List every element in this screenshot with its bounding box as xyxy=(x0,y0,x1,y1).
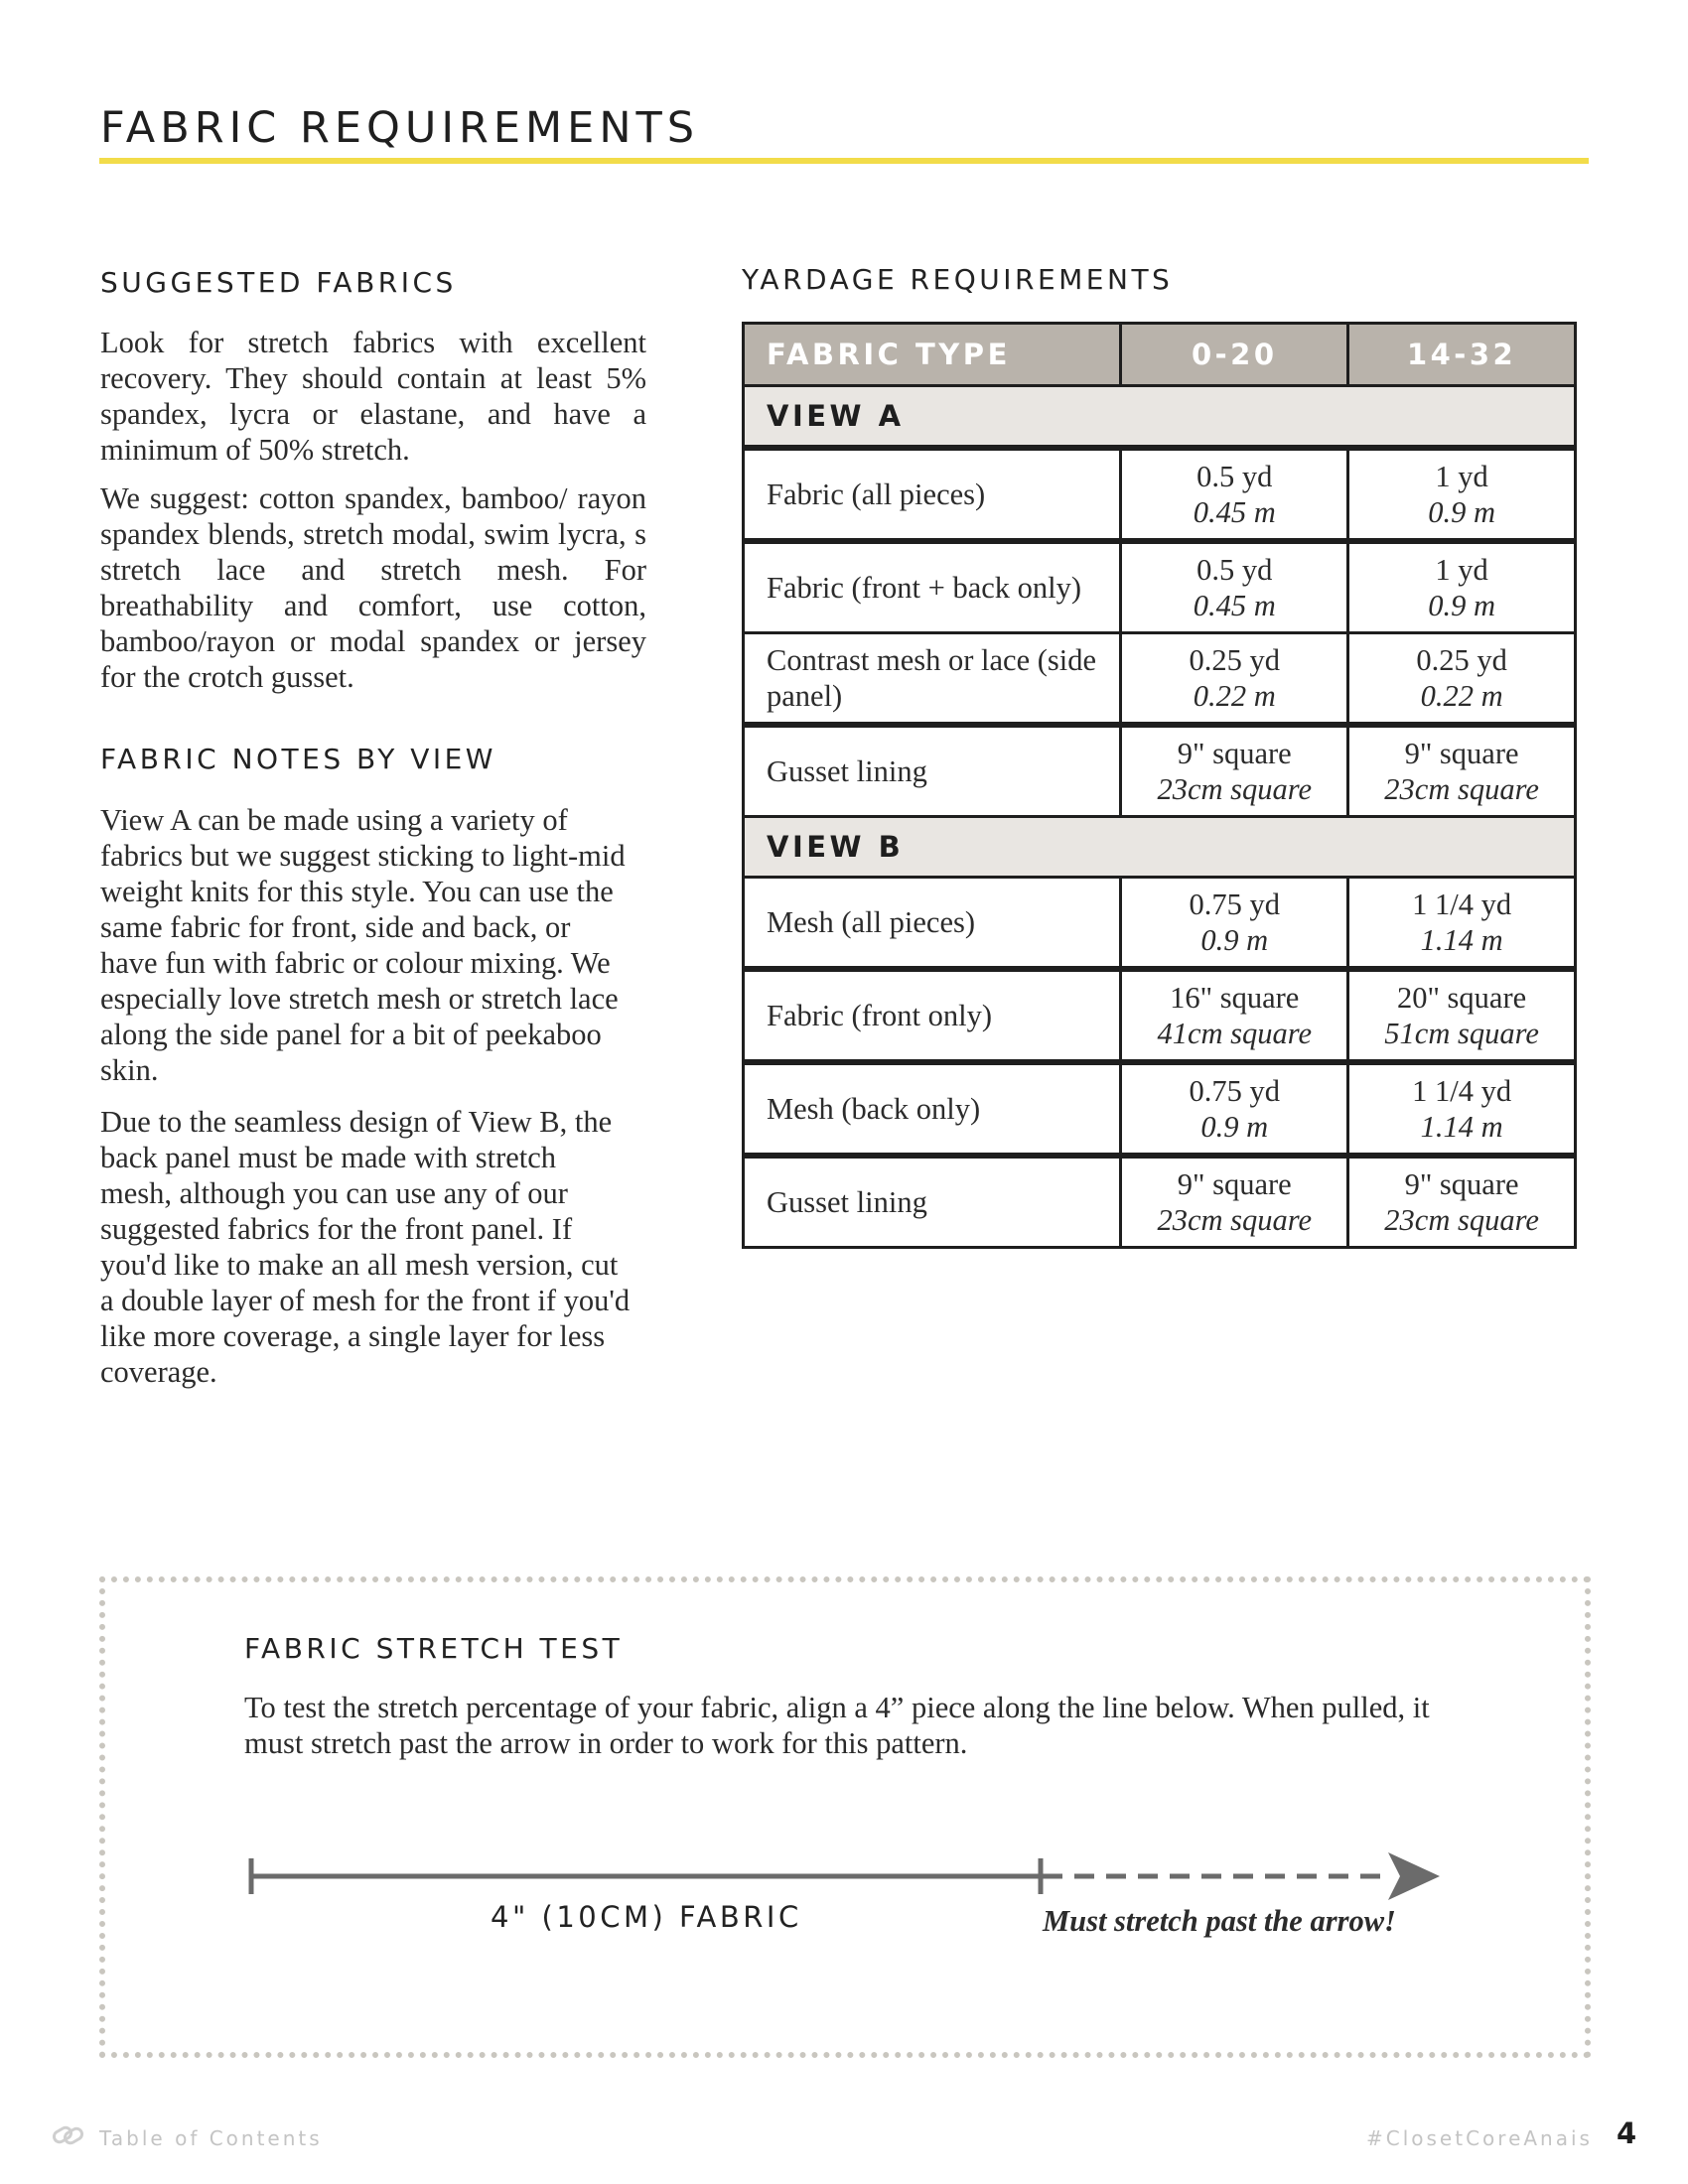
suggested-para-1: Look for stretch fabrics with excellent recovery. They should contain at least 5% spandex, lycra or elastane, and have a minimum of 50% stretch. xyxy=(100,326,646,467)
view-a-label: VIEW A xyxy=(744,386,1576,449)
header-size-14-32: 14-32 xyxy=(1348,324,1576,386)
suggested-fabrics-text xyxy=(100,325,646,708)
table-row xyxy=(744,1156,1576,1248)
cell-14-32: 1 yd 0.9 m xyxy=(1348,448,1576,541)
table-of-contents-link[interactable]: Table of Contents xyxy=(99,2126,323,2150)
row-label: Fabric (front only) xyxy=(744,969,1121,1062)
header-size-0-20: 0-20 xyxy=(1121,324,1348,386)
row-label: Mesh (all pieces) xyxy=(744,878,1121,970)
table-row xyxy=(744,448,1576,541)
suggested-fabrics-heading: SUGGESTED FABRICS xyxy=(100,266,457,299)
notes-para-1: View A can be made using a variety of fabrics but we suggest sticking to light-mid weight knits for this style. You can use the same fabric for front, side and back, or have fun with fabric or colour mixing. We especially love stretch mesh or stretch lace along the side panel for a bit of peekaboo skin. xyxy=(100,803,626,1087)
cell-14-32: 1 yd 0.9 m xyxy=(1348,541,1576,633)
cell-14-32: 20" square 51cm square xyxy=(1348,969,1576,1062)
cell-14-32: 0.25 yd 0.22 m xyxy=(1348,633,1576,726)
section-row-view-b xyxy=(744,817,1576,878)
table-row xyxy=(744,969,1576,1062)
arrow-note: Must stretch past the arrow! xyxy=(1043,1904,1396,1938)
link-icon[interactable] xyxy=(52,2120,85,2150)
row-label: Mesh (back only) xyxy=(744,1062,1121,1156)
cell-0-20: 0.25 yd 0.22 m xyxy=(1121,633,1348,726)
section-row-view-a xyxy=(744,386,1576,449)
cell-14-32: 9" square 23cm square xyxy=(1348,725,1576,817)
fabric-notes-heading: FABRIC NOTES BY VIEW xyxy=(100,743,496,775)
stretch-test-heading: FABRIC STRETCH TEST xyxy=(244,1632,624,1665)
cell-0-20: 0.5 yd 0.45 m xyxy=(1121,448,1348,541)
yardage-heading: YARDAGE REQUIREMENTS xyxy=(742,263,1174,296)
row-label: Gusset lining xyxy=(744,725,1121,817)
row-label: Fabric (all pieces) xyxy=(744,448,1121,541)
cell-14-32: 1 1/4 yd 1.14 m xyxy=(1348,878,1576,970)
row-label: Gusset lining xyxy=(744,1156,1121,1248)
header-fabric-type: FABRIC TYPE xyxy=(744,324,1121,386)
yardage-table xyxy=(742,322,1577,1249)
cell-14-32: 9" square 23cm square xyxy=(1348,1156,1576,1248)
fabric-notes-text xyxy=(100,802,633,1403)
page-number: 4 xyxy=(1617,2116,1637,2150)
cell-14-32: 1 1/4 yd 1.14 m xyxy=(1348,1062,1576,1156)
table-row xyxy=(744,1062,1576,1156)
table-row xyxy=(744,725,1576,817)
cell-0-20: 9" square 23cm square xyxy=(1121,725,1348,817)
table-row xyxy=(744,633,1576,726)
cell-0-20: 0.5 yd 0.45 m xyxy=(1121,541,1348,633)
cell-0-20: 0.75 yd 0.9 m xyxy=(1121,878,1348,970)
hashtag-text: #ClosetCoreAnais xyxy=(1366,2126,1593,2150)
cell-0-20: 0.75 yd 0.9 m xyxy=(1121,1062,1348,1156)
title-underline xyxy=(99,158,1589,164)
ruler-label: 4" (10CM) FABRIC xyxy=(491,1900,802,1934)
notes-para-2: Due to the seamless design of View B, the back panel must be made with stretch mesh, although you can use any of our suggested fabrics for the front panel. If you'd like to make an all mesh version, cut a double layer of mesh for the front if you'd like more coverage, a single layer for less coverage. xyxy=(100,1105,631,1389)
row-label: Contrast mesh or lace (side panel) xyxy=(744,633,1121,726)
cell-0-20: 9" square 23cm square xyxy=(1121,1156,1348,1248)
view-b-label: VIEW B xyxy=(744,817,1576,878)
page-title: FABRIC REQUIREMENTS xyxy=(100,103,700,153)
stretch-test-text: To test the stretch percentage of your fabric, align a 4” piece along the line below. When pulled, it must stretch past the arrow in order to work for this pattern. xyxy=(244,1691,1430,1760)
table-row xyxy=(744,878,1576,970)
table-header-row xyxy=(744,324,1576,386)
row-label: Fabric (front + back only) xyxy=(744,541,1121,633)
cell-0-20: 16" square 41cm square xyxy=(1121,969,1348,1062)
table-row xyxy=(744,541,1576,633)
suggested-para-2: We suggest: cotton spandex, bamboo/ rayon spandex blends, stretch modal, swim lycra, s stretch lace and stretch mesh. For breathability and comfort, use cotton, bamboo/rayon or modal spandex or jersey for the crotch gusset. xyxy=(100,481,646,694)
